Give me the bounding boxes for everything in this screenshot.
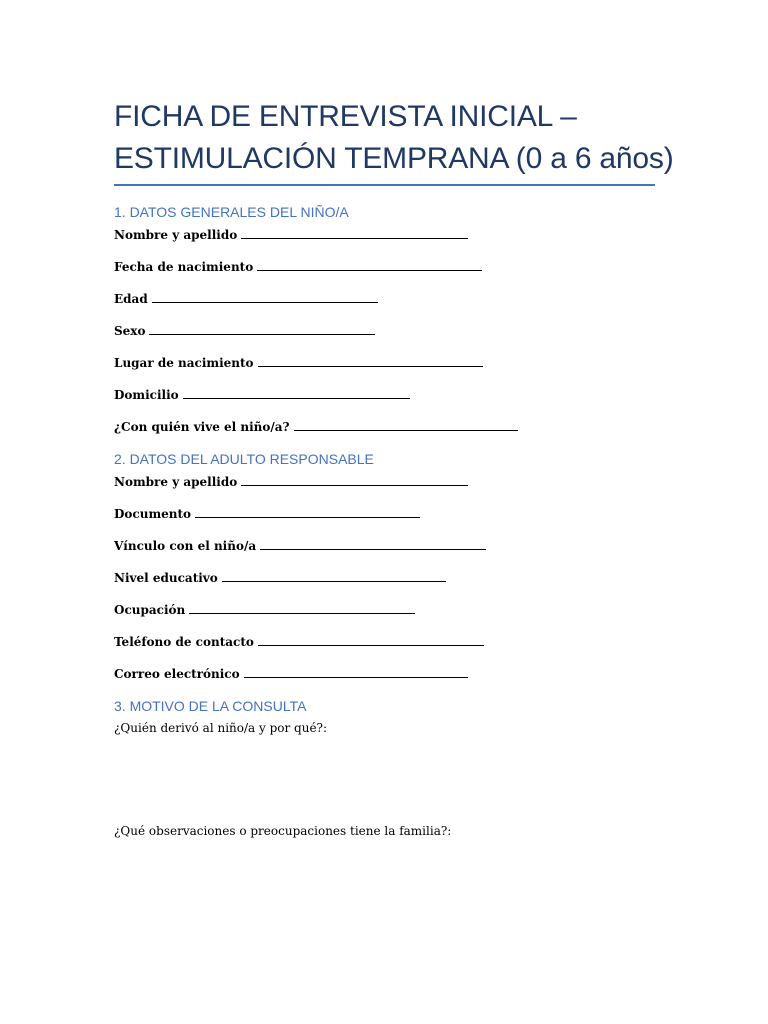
field-adult-document: Documento — [114, 505, 420, 521]
answer-line-child-lives-with[interactable] — [294, 418, 518, 431]
answer-line-child-full-name[interactable] — [241, 226, 468, 239]
field-child-sex: Sexo — [114, 322, 375, 338]
field-adult-full-name: Nombre y apellido — [114, 473, 468, 489]
answer-line-child-address[interactable] — [183, 386, 410, 399]
answer-line-adult-relationship[interactable] — [260, 537, 486, 550]
answer-line-child-birth-date[interactable] — [257, 258, 482, 271]
answer-area-referral[interactable] — [114, 738, 654, 818]
section-heading-consultation-reason: 3. MOTIVO DE LA CONSULTA — [114, 698, 307, 714]
answer-line-child-age[interactable] — [152, 290, 378, 303]
answer-line-adult-phone[interactable] — [258, 633, 484, 646]
answer-area-family-concerns[interactable] — [114, 841, 654, 991]
document-title — [114, 96, 673, 180]
section-heading-adult-data: 2. DATOS DEL ADULTO RESPONSABLE — [114, 451, 374, 467]
field-child-birth-date: Fecha de nacimiento — [114, 258, 482, 274]
section-heading-child-data: 1. DATOS GENERALES DEL NIÑO/A — [114, 204, 349, 220]
answer-line-adult-education-level[interactable] — [222, 569, 446, 582]
field-adult-phone: Teléfono de contacto — [114, 633, 484, 649]
field-adult-relationship: Vínculo con el niño/a — [114, 537, 486, 553]
field-adult-occupation: Ocupación — [114, 601, 415, 617]
field-child-full-name: Nombre y apellido — [114, 226, 468, 242]
answer-line-child-birthplace[interactable] — [258, 354, 483, 367]
answer-line-adult-document[interactable] — [195, 505, 420, 518]
title-underline — [114, 184, 655, 186]
field-adult-email: Correo electrónico — [114, 665, 468, 681]
field-child-birthplace: Lugar de nacimiento — [114, 354, 483, 370]
answer-line-adult-email[interactable] — [244, 665, 468, 678]
field-child-age: Edad — [114, 290, 378, 306]
title-line-1: FICHA DE ENTREVISTA INICIAL – — [114, 100, 577, 133]
field-child-address: Domicilio — [114, 386, 410, 402]
field-child-lives-with: ¿Con quién vive el niño/a? — [114, 418, 518, 434]
question-family-concerns: ¿Qué observaciones o preocupaciones tiene la familia?: — [114, 824, 452, 838]
answer-line-child-sex[interactable] — [149, 322, 375, 335]
title-line-2: ESTIMULACIÓN TEMPRANA (0 a 6 años) — [114, 142, 674, 175]
answer-line-adult-occupation[interactable] — [189, 601, 415, 614]
question-referral: ¿Quién derivó al niño/a y por qué?: — [114, 721, 328, 735]
answer-line-adult-full-name[interactable] — [241, 473, 468, 486]
field-adult-education-level: Nivel educativo — [114, 569, 446, 585]
